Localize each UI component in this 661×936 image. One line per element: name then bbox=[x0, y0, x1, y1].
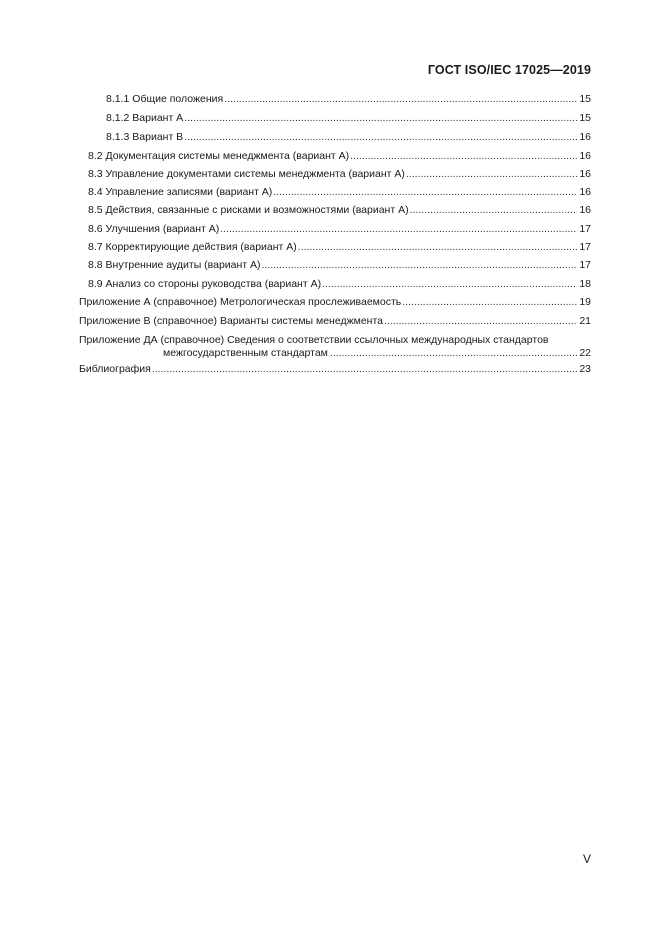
toc-entry-label-line2: межгосударственным стандартам bbox=[163, 347, 328, 359]
toc-entry-page: 15 bbox=[579, 112, 591, 124]
toc-leader-dots bbox=[350, 150, 577, 163]
toc-entry-label: 8.9 Анализ со стороны руководства (вариант А) bbox=[88, 278, 322, 290]
toc-leader-dots bbox=[184, 131, 577, 144]
toc-entry-label: 8.7 Корректирующие действия (вариант А) bbox=[88, 241, 297, 253]
toc-leader-dots bbox=[410, 204, 577, 217]
toc-entry-8-7[interactable] bbox=[88, 241, 591, 254]
toc-entry-label: 8.6 Улучшения (вариант А) bbox=[88, 223, 220, 235]
toc-leader-dots bbox=[220, 223, 577, 236]
toc-leader-dots bbox=[298, 241, 577, 254]
toc-entry-page: 16 bbox=[579, 131, 591, 143]
toc-leader-dots bbox=[273, 186, 577, 199]
toc-entry-annex-a[interactable] bbox=[79, 296, 591, 309]
toc-leader-dots bbox=[330, 347, 577, 360]
toc-entry-line2 bbox=[163, 347, 591, 360]
toc-entry-8-4[interactable] bbox=[88, 186, 591, 199]
document-standard-code: ГОСТ ISO/IEC 17025—2019 bbox=[427, 63, 591, 77]
toc-entry-page: 16 bbox=[579, 204, 591, 216]
toc-entry-8-3[interactable] bbox=[88, 168, 591, 181]
toc-entry-label: 8.8 Внутренние аудиты (вариант А) bbox=[88, 259, 261, 271]
toc-entry-label: 8.1.2 Вариант А bbox=[106, 112, 184, 124]
toc-entry-page: 15 bbox=[579, 93, 591, 105]
toc-entry-8-1-1[interactable] bbox=[106, 93, 591, 106]
toc-leader-dots bbox=[402, 296, 577, 309]
toc-entry-page: 22 bbox=[579, 347, 591, 359]
toc-entry-label: Приложение В (справочное) Варианты системы менеджмента bbox=[79, 315, 384, 327]
toc-entry-label: 8.1.3 Вариант В bbox=[106, 131, 184, 143]
toc-entry-label: 8.1.1 Общие положения bbox=[106, 93, 224, 105]
toc-entry-label: Библиография bbox=[79, 363, 151, 375]
toc-entry-label-line1: Приложение ДА (справочное) Сведения о соответствии ссылочных международных стандартов bbox=[79, 334, 549, 346]
toc-entry-page: 16 bbox=[579, 168, 591, 180]
toc-entry-8-1-2[interactable] bbox=[106, 112, 591, 125]
toc-entry-label: Приложение А (справочное) Метрологическая прослеживаемость bbox=[79, 296, 402, 308]
toc-entry-label: 8.3 Управление документами системы менеджмента (вариант А) bbox=[88, 168, 405, 180]
toc-entry-label: 8.2 Документация системы менеджмента (вариант А) bbox=[88, 150, 350, 162]
toc-entry-8-8[interactable] bbox=[88, 259, 591, 272]
toc-leader-dots bbox=[406, 168, 577, 181]
toc-entry-bibliography[interactable] bbox=[79, 363, 591, 376]
toc-leader-dots bbox=[152, 363, 577, 376]
toc-leader-dots bbox=[184, 112, 577, 125]
toc-entry-8-5[interactable] bbox=[88, 204, 591, 217]
toc-leader-dots bbox=[322, 278, 577, 291]
toc-entry-8-9[interactable] bbox=[88, 278, 591, 291]
page-number: V bbox=[582, 852, 591, 866]
toc-entry-annex-da[interactable] bbox=[79, 334, 591, 360]
toc-entry-page: 23 bbox=[579, 363, 591, 375]
toc-entry-label: 8.4 Управление записями (вариант А) bbox=[88, 186, 273, 198]
toc-entry-page: 16 bbox=[579, 186, 591, 198]
toc-entry-label: 8.5 Действия, связанные с рисками и возможностями (вариант А) bbox=[88, 204, 409, 216]
toc-leader-dots bbox=[262, 259, 577, 272]
toc-entry-8-1-3[interactable] bbox=[106, 131, 591, 144]
toc-entry-page: 17 bbox=[579, 223, 591, 235]
toc-leader-dots bbox=[384, 315, 577, 328]
toc-entry-page: 16 bbox=[579, 150, 591, 162]
toc-entry-8-6[interactable] bbox=[88, 223, 591, 236]
toc-entry-annex-b[interactable] bbox=[79, 315, 591, 328]
toc-entry-page: 17 bbox=[579, 241, 591, 253]
toc-entry-page: 17 bbox=[579, 259, 591, 271]
toc-entry-page: 19 bbox=[579, 296, 591, 308]
toc-entry-page: 21 bbox=[579, 315, 591, 327]
toc-entry-page: 18 bbox=[579, 278, 591, 290]
toc-leader-dots bbox=[224, 93, 577, 106]
toc-entry-8-2[interactable] bbox=[88, 150, 591, 163]
